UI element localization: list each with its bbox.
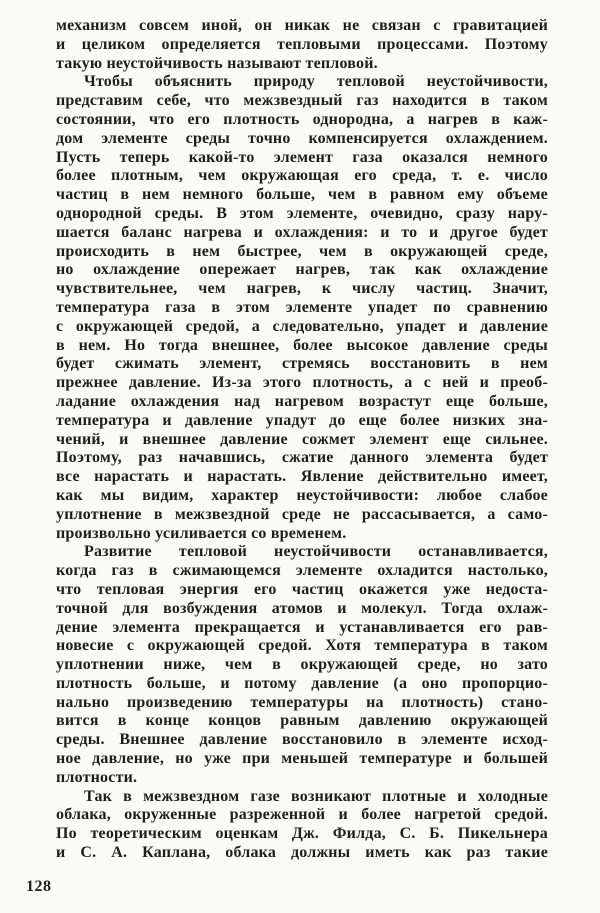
text-line: такую неустойчивость называют тепловой. bbox=[56, 54, 378, 72]
text-line: уплотнение в межзвездной среде не рассасывается, а само- bbox=[56, 505, 548, 523]
text-line: шается баланс нагрева и охлаждения: и то и другое будет bbox=[56, 223, 548, 241]
text-line: с окружающей средой, а следовательно, упадет и давление bbox=[56, 317, 548, 335]
text-line: и целиком определяется тепловыми процессами. Поэтому bbox=[56, 35, 548, 53]
text-line: новесие с окружающей средой. Хотя температура в таком bbox=[56, 637, 548, 655]
text-line: и С. А. Каплана, облака должны иметь как раз такие bbox=[56, 844, 548, 862]
text-line: когда газ в сжимающемся элементе охладится настолько, bbox=[56, 562, 548, 580]
text-line: будет сжимать элемент, стремясь восстановить в нем bbox=[56, 355, 548, 373]
text-line: произвольно усиливается со временем. bbox=[56, 524, 347, 542]
text-line: ладание охлаждения над нагревом возрастут еще больше, bbox=[56, 392, 548, 410]
text-line: чувствительнее, чем нагрев, к числу частиц. Значит, bbox=[56, 280, 548, 298]
text-line: происходить в нем быстрее, чем в окружающей среде, bbox=[56, 242, 548, 260]
text-line: уплотнении ниже, чем в окружающей среде, но зато bbox=[56, 656, 548, 674]
text-line: дение элемента прекращается и устанавливается его рав- bbox=[56, 618, 548, 636]
text-line: как мы видим, характер неустойчивости: любое слабое bbox=[56, 486, 548, 504]
text-line: ное давление, но уже при меньшей температуре и большей bbox=[56, 750, 548, 768]
text-line: нально произведению температуры на плотность) стано- bbox=[56, 693, 548, 711]
text-line: плотности. bbox=[56, 768, 138, 786]
text-line: вится в конце концов равным давлению окружающей bbox=[56, 712, 548, 730]
text-line: температура и давление упадут до еще более низких зна- bbox=[56, 411, 548, 429]
text-line: плотность больше, и потому давление (а оно пропорцио- bbox=[56, 674, 548, 692]
text-line: температура газа в этом элементе упадет по сравнению bbox=[56, 298, 548, 316]
text-line: Пусть теперь какой-то элемент газа оказался немного bbox=[56, 148, 548, 166]
text-line: частиц в нем немного больше, чем в равном ему объеме bbox=[56, 186, 548, 204]
text-line: дом элементе среды точно компенсируется охлаждением. bbox=[56, 129, 548, 147]
text-line: механизм совсем иной, он никак не связан с гравитацией bbox=[56, 17, 548, 34]
text-line: однородной среды. В этом элементе, очевидно, сразу нару- bbox=[56, 204, 548, 222]
text-line: точной для возбуждения атомов и молекул. Тогда охлаж- bbox=[56, 599, 548, 617]
text-line: что тепловая энергия его частиц окажется уже недоста- bbox=[56, 580, 548, 598]
text-line: Развитие тепловой неустойчивости останавливается, bbox=[84, 543, 548, 561]
text-line: Так в межзвездном газе возникают плотные и холодные bbox=[84, 787, 548, 805]
text-line: По теоретическим оценкам Дж. Филда, С. Б. Пикельнера bbox=[56, 825, 548, 843]
text-line: но охлаждение опережает нагрев, так как охлаждение bbox=[56, 261, 548, 279]
text-line: Поэтому, раз начавшись, сжатие данного элемента будет bbox=[56, 449, 548, 467]
text-line: облака, окруженные разреженной и более нагретой средой. bbox=[56, 806, 548, 824]
page-number: 128 bbox=[26, 878, 52, 895]
text-block bbox=[56, 17, 548, 863]
text-line: Чтобы объяснить природу тепловой неустойчивости, bbox=[84, 73, 548, 91]
text-line: состоянии, что его плотность однородна, а нагрев в каж- bbox=[56, 110, 548, 128]
text-line: среды. Внешнее давление восстановило в элементе исход- bbox=[56, 731, 548, 749]
text-line: более плотным, чем окружающая его среда, т. е. число bbox=[56, 167, 548, 185]
text-line: представим себе, что межзвездный газ находится в таком bbox=[56, 92, 548, 110]
text-line: в нем. Но тогда внешнее, более высокое давление среды bbox=[56, 336, 548, 354]
text-line: все нарастать и нарастать. Явление действительно имеет, bbox=[56, 468, 548, 486]
text-line: чений, и внешнее давление сожмет элемент еще сильнее. bbox=[56, 430, 548, 448]
text-line: прежнее давление. Из-за этого плотность, а с ней и преоб- bbox=[56, 374, 548, 392]
